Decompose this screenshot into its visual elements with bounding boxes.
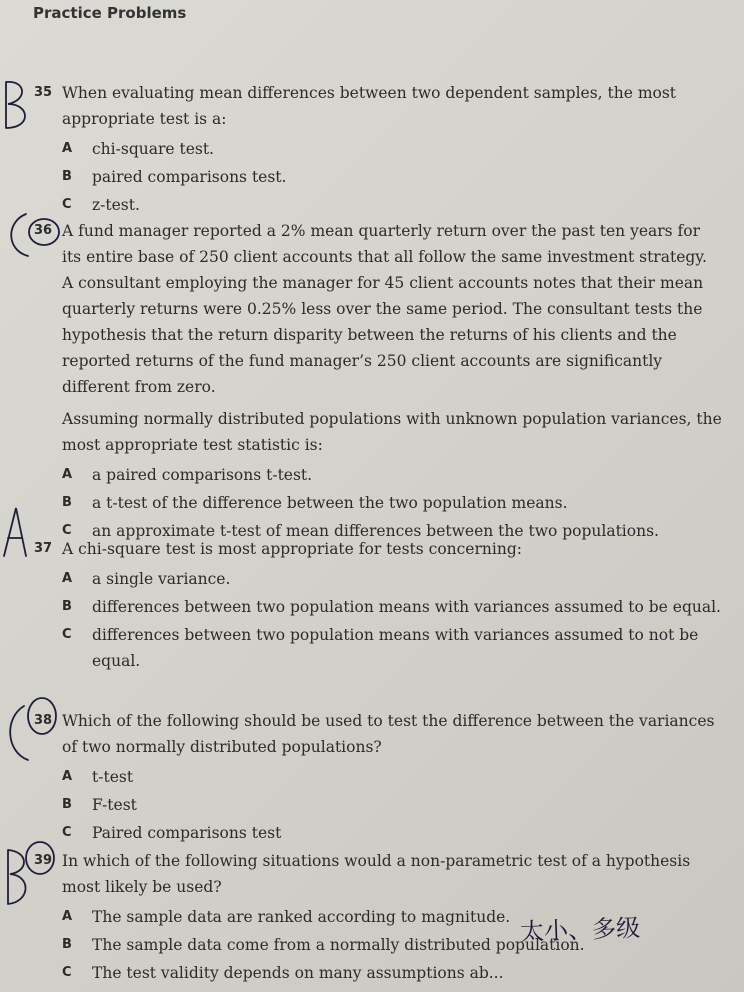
question-number: 39: [34, 853, 53, 868]
handwritten-b-mark-39: [8, 850, 26, 904]
handwritten-c-mark-38: [10, 706, 28, 760]
option-a: A The sample data are ranked according to magnitude.: [62, 908, 511, 926]
question-number: 38: [34, 713, 53, 728]
handwritten-b-mark: [6, 82, 25, 128]
option-a: A a single variance.: [62, 570, 231, 588]
question-35: [34, 80, 722, 220]
option-b: B The sample data come from a normally distributed population.: [62, 936, 585, 954]
handwritten-note: 太小、多级: [519, 913, 641, 947]
question-stem-continued: Assuming normally distributed populations with unknown population variances, the most appropriate test statistic is:: [62, 410, 722, 454]
option-b: B paired comparisons test.: [62, 168, 287, 186]
question-number: 36: [34, 223, 53, 238]
question-stem: A chi-square test is most appropriate for tests concerning:: [62, 540, 522, 558]
handwritten-c-mark: [11, 214, 28, 256]
page-heading: Practice Problems: [33, 4, 187, 22]
option-b: B a t-test of the difference between the two population means.: [62, 494, 568, 512]
option-c: C The test validity depends on many assumptions ab...: [62, 964, 504, 982]
option-a: A chi-square test.: [62, 140, 214, 158]
question-stem: A fund manager reported a 2% mean quarterly return over the past ten years for its entire base of 250 client accounts that all follow the same investment strategy. A consultant employing the manager for 45 client accounts notes that their mean quarterly returns were 0.25% less over the same period. The consultant tests the hypothesis that the return disparity between the returns of his clients and the reported returns of the fund manager’s 250 client accounts are significantly different from zero.: [62, 222, 707, 396]
question-stem: In which of the following situations would a non-parametric test of a hypothesis most likely be used?: [62, 852, 691, 896]
question-36: [34, 218, 722, 546]
question-stem: Which of the following should be used to test the difference between the variances of two normally distributed populations?: [62, 712, 715, 756]
option-a: A t-test: [62, 768, 134, 786]
question-38: [34, 708, 722, 848]
handwritten-a-mark: [4, 508, 26, 556]
option-b: B differences between two population means with variances assumed to be equal.: [62, 598, 721, 616]
option-c: C differences between two population means with variances assumed to not be equal.: [62, 626, 699, 670]
question-number: 37: [34, 541, 53, 556]
option-c: C z-test.: [62, 196, 140, 214]
option-c: C Paired comparisons test: [62, 824, 282, 842]
option-a: A a paired comparisons t-test.: [62, 466, 313, 484]
option-b: B F-test: [62, 796, 137, 814]
question-stem: When evaluating mean differences between two dependent samples, the most appropriate test is a:: [62, 84, 677, 128]
question-37: [34, 536, 722, 676]
question-number: 35: [34, 85, 53, 100]
option-c: C an approximate t-test of mean differences between the two populations.: [62, 522, 659, 540]
